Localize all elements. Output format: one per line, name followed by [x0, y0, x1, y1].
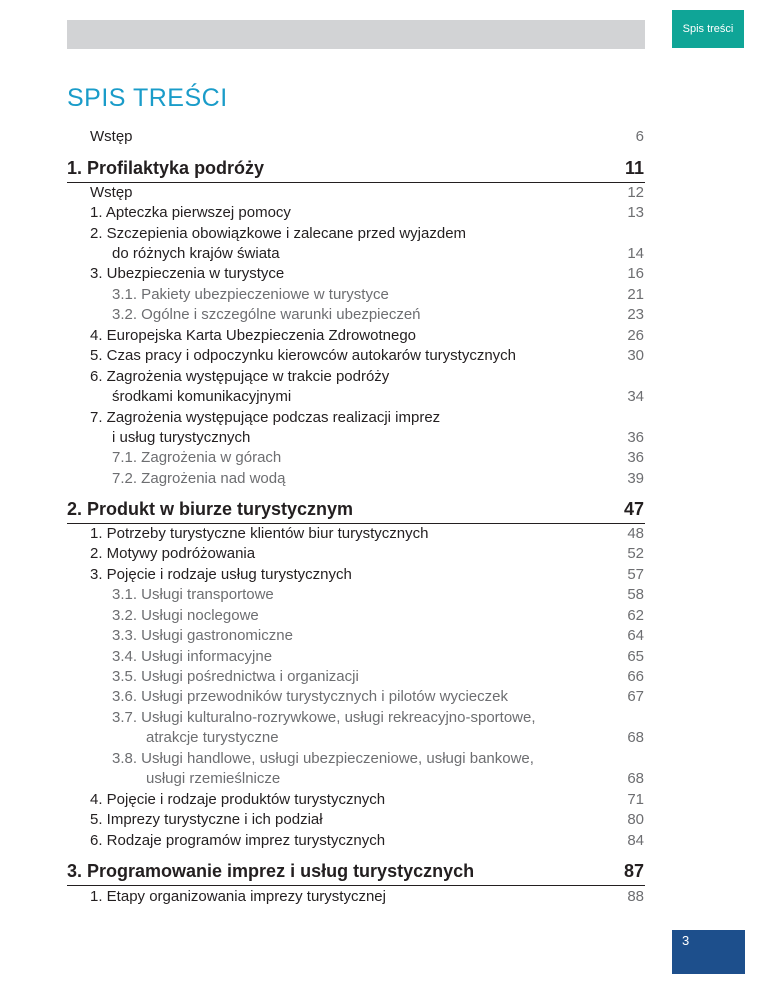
toc-subitem[interactable]: 3.2. Ogólne i szczególne warunki ubezpieczeń: [112, 306, 421, 323]
toc-subitem-continued[interactable]: usługi rzemieślnicze: [146, 770, 281, 787]
toc-subitem[interactable]: 3.7. Usługi kulturalno-rozrywkowe, usługi rekreacyjno-sportowe,: [112, 709, 536, 726]
toc-item[interactable]: Wstęp: [90, 184, 133, 201]
toc-item[interactable]: 3. Ubezpieczenia w turystyce: [90, 265, 285, 282]
toc-item-continued[interactable]: do różnych krajów świata: [112, 245, 280, 262]
chapter-rule: [67, 182, 645, 183]
section-tab: Spis treści: [672, 10, 744, 48]
toc-item[interactable]: 2. Szczepienia obowiązkowe i zalecane przed wyjazdem: [90, 225, 467, 242]
toc-page: 62: [627, 607, 644, 624]
toc-page: 68: [627, 770, 644, 787]
toc-page: 23: [627, 306, 644, 323]
chapter-page: 87: [623, 861, 644, 881]
toc-subitem[interactable]: 3.6. Usługi przewodników turystycznych i pilotów wycieczek: [112, 688, 508, 705]
toc-page: 66: [627, 668, 644, 685]
toc-subitem[interactable]: 3.3. Usługi gastronomiczne: [112, 627, 293, 644]
toc-page: 64: [627, 627, 644, 644]
toc-item[interactable]: 1. Potrzeby turystyczne klientów biur turystycznych: [90, 525, 429, 542]
toc-page: 67: [627, 688, 644, 705]
toc-subitem[interactable]: 3.1. Usługi transportowe: [112, 586, 274, 603]
toc-subitem[interactable]: 3.1. Pakiety ubezpieczeniowe w turystyce: [112, 286, 389, 303]
toc-page: 30: [627, 347, 644, 364]
toc-page: 48: [627, 525, 644, 542]
toc-page: 21: [627, 286, 644, 303]
chapter-title[interactable]: 2. Produkt w biurze turystycznym: [67, 499, 354, 519]
toc-page: 57: [627, 566, 644, 583]
toc-page: 84: [627, 832, 644, 849]
toc-item-continued[interactable]: i usług turystycznych: [112, 429, 251, 446]
toc-page: 36: [627, 449, 644, 466]
toc-item[interactable]: 4. Europejska Karta Ubezpieczenia Zdrowotnego: [90, 327, 417, 344]
chapter-title[interactable]: 3. Programowanie imprez i usług turystycznych: [67, 861, 475, 881]
toc-item[interactable]: 6. Zagrożenia występujące w trakcie podróży: [90, 368, 390, 385]
toc-page: 14: [627, 245, 644, 262]
toc-item[interactable]: 6. Rodzaje programów imprez turystycznych: [90, 832, 386, 849]
toc-page: 52: [627, 545, 644, 562]
chapter-page: 47: [623, 499, 644, 519]
toc-page: 34: [627, 388, 644, 405]
toc-item[interactable]: Wstęp: [90, 128, 133, 145]
toc-item[interactable]: 1. Etapy organizowania imprezy turystycznej: [90, 888, 386, 905]
chapter-page: 11: [624, 158, 644, 178]
toc-subitem-continued[interactable]: atrakcje turystyczne: [146, 729, 279, 746]
toc-page: 68: [627, 729, 644, 746]
toc-subitem[interactable]: 3.5. Usługi pośrednictwa i organizacji: [112, 668, 359, 685]
toc-page: 16: [627, 265, 644, 282]
header-bar: [67, 20, 645, 49]
toc-page: 71: [627, 791, 644, 808]
toc-page: 80: [627, 811, 644, 828]
page-number: 3: [672, 930, 745, 974]
toc-subitem[interactable]: 7.1. Zagrożenia w górach: [112, 449, 282, 466]
page-title: SPIS TREŚCI: [67, 84, 228, 112]
toc-page: 26: [627, 327, 644, 344]
toc-item[interactable]: 2. Motywy podróżowania: [90, 545, 256, 562]
toc-subitem[interactable]: 3.2. Usługi noclegowe: [112, 607, 259, 624]
toc-subitem[interactable]: 7.2. Zagrożenia nad wodą: [112, 470, 286, 487]
chapter-rule: [67, 523, 645, 524]
toc-page: 39: [627, 470, 644, 487]
toc-page: 36: [627, 429, 644, 446]
toc-item-continued[interactable]: środkami komunikacyjnymi: [112, 388, 292, 405]
toc-item[interactable]: 7. Zagrożenia występujące podczas realizacji imprez: [90, 409, 441, 426]
toc-page: 65: [627, 648, 644, 665]
chapter-title[interactable]: 1. Profilaktyka podróży: [67, 158, 265, 178]
toc-subitem[interactable]: 3.8. Usługi handlowe, usługi ubezpieczeniowe, usługi bankowe,: [112, 750, 534, 767]
toc-subitem[interactable]: 3.4. Usługi informacyjne: [112, 648, 273, 665]
toc-item[interactable]: 1. Apteczka pierwszej pomocy: [90, 204, 291, 221]
toc-page: 88: [627, 888, 644, 905]
chapter-rule: [67, 885, 645, 886]
toc-page: 6: [635, 128, 644, 145]
toc-page: 12: [627, 184, 644, 201]
toc-page: 13: [627, 204, 644, 221]
toc-item[interactable]: 5. Czas pracy i odpoczynku kierowców autokarów turystycznych: [90, 347, 517, 364]
toc-item[interactable]: 5. Imprezy turystyczne i ich podział: [90, 811, 323, 828]
toc-page: 58: [627, 586, 644, 603]
toc-item[interactable]: 4. Pojęcie i rodzaje produktów turystycznych: [90, 791, 386, 808]
toc-item[interactable]: 3. Pojęcie i rodzaje usług turystycznych: [90, 566, 352, 583]
